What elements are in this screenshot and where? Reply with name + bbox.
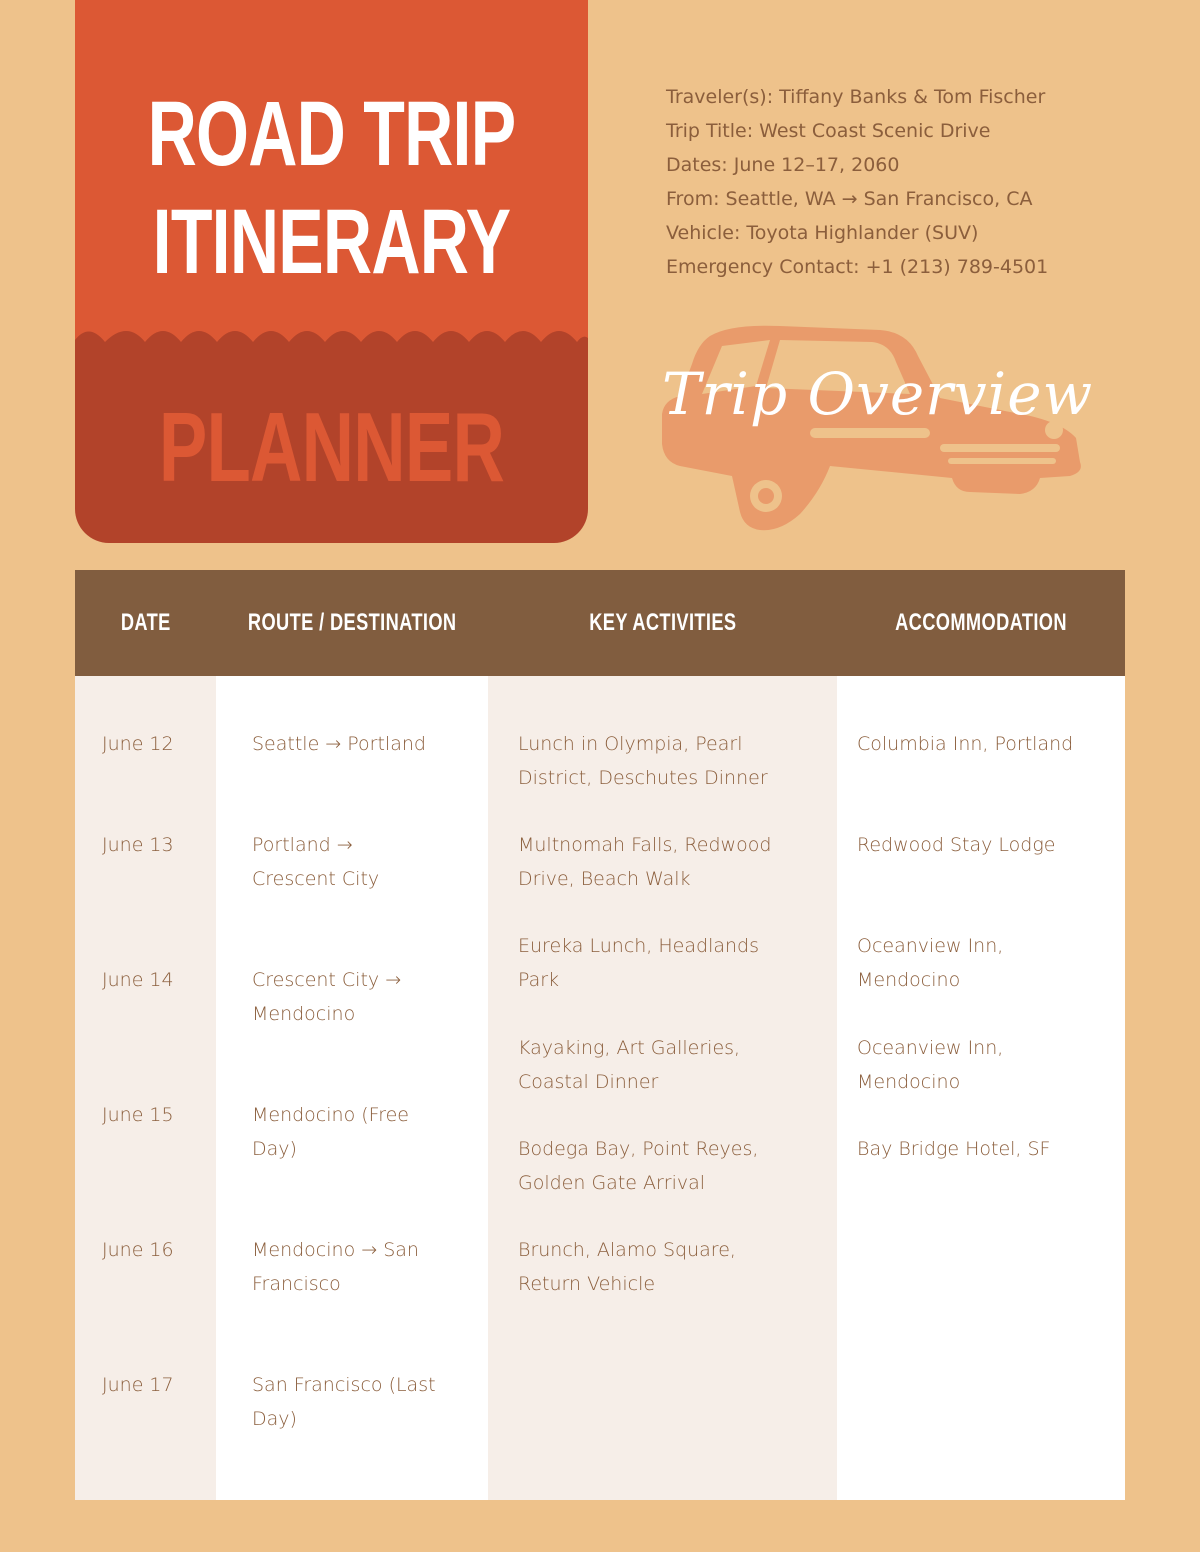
trip-overview-title: Trip Overview: [662, 360, 1094, 428]
date-cell: June 15: [102, 1104, 174, 1126]
title-itinerary: ITINERARY: [152, 191, 511, 293]
route-cell: Mendocino (Free Day): [252, 1104, 409, 1160]
date-cell: June 17: [102, 1374, 174, 1396]
trip-info: [666, 82, 1166, 286]
from-line: From: Seattle, WA → San Francisco, CA: [666, 188, 1033, 210]
date-cell: June 13: [102, 834, 174, 856]
accommodation-cell: Columbia Inn, Portland: [857, 733, 1074, 755]
scallop-border: [75, 320, 588, 364]
emergency-contact-line: Emergency Contact: +1 (213) 789-4501: [666, 256, 1049, 278]
date-cell: June 14: [102, 969, 174, 991]
accommodation-cell: Redwood Stay Lodge: [857, 834, 1056, 856]
travelers-line: Traveler(s): Tiffany Banks & Tom Fischer: [666, 86, 1046, 108]
route-cell: San Francisco (Last Day): [252, 1374, 436, 1430]
vehicle-line: Vehicle: Toyota Highlander (SUV): [666, 222, 979, 244]
table-header: [75, 570, 1125, 676]
route-cell: Portland → Crescent City: [252, 834, 380, 890]
route-cell: Seattle → Portland: [252, 733, 426, 755]
header-date: DATE: [120, 609, 171, 636]
date-cell: June 16: [102, 1239, 174, 1261]
car-illustration-icon: [640, 316, 1100, 546]
accommodation-cell: Oceanview Inn, Mendocino: [857, 935, 1004, 991]
activity-cell: Lunch in Olympia, Pearl District, Deschutes Dinner: [518, 733, 768, 789]
activity-cell: Eureka Lunch, Headlands Park: [518, 935, 759, 991]
activity-cell: Kayaking, Art Galleries, Coastal Dinner: [518, 1037, 741, 1093]
activity-cell: Bodega Bay, Point Reyes, Golden Gate Arrival: [518, 1138, 759, 1194]
header-route: ROUTE / DESTINATION: [247, 609, 457, 636]
date-cell: June 12: [102, 733, 174, 755]
title-planner: PLANNER: [158, 392, 505, 502]
title-road-trip: ROAD TRIP: [147, 83, 516, 185]
accommodation-cell: Oceanview Inn, Mendocino: [857, 1037, 1004, 1093]
header-accommodation: ACCOMMODATION: [895, 609, 1067, 636]
dates-line: Dates: June 12–17, 2060: [666, 154, 900, 176]
accommodation-cell: Bay Bridge Hotel, SF: [857, 1138, 1051, 1160]
activity-cell: Brunch, Alamo Square, Return Vehicle: [518, 1239, 736, 1295]
route-cell: Crescent City → Mendocino: [252, 969, 402, 1025]
trip-title-line: Trip Title: West Coast Scenic Drive: [666, 120, 991, 142]
route-cell: Mendocino → San Francisco: [252, 1239, 419, 1295]
itinerary-table: [75, 570, 1125, 1500]
activity-cell: Multnomah Falls, Redwood Drive, Beach Walk: [518, 834, 772, 890]
title-card: [75, 0, 588, 543]
header-activities: KEY ACTIVITIES: [588, 609, 737, 636]
